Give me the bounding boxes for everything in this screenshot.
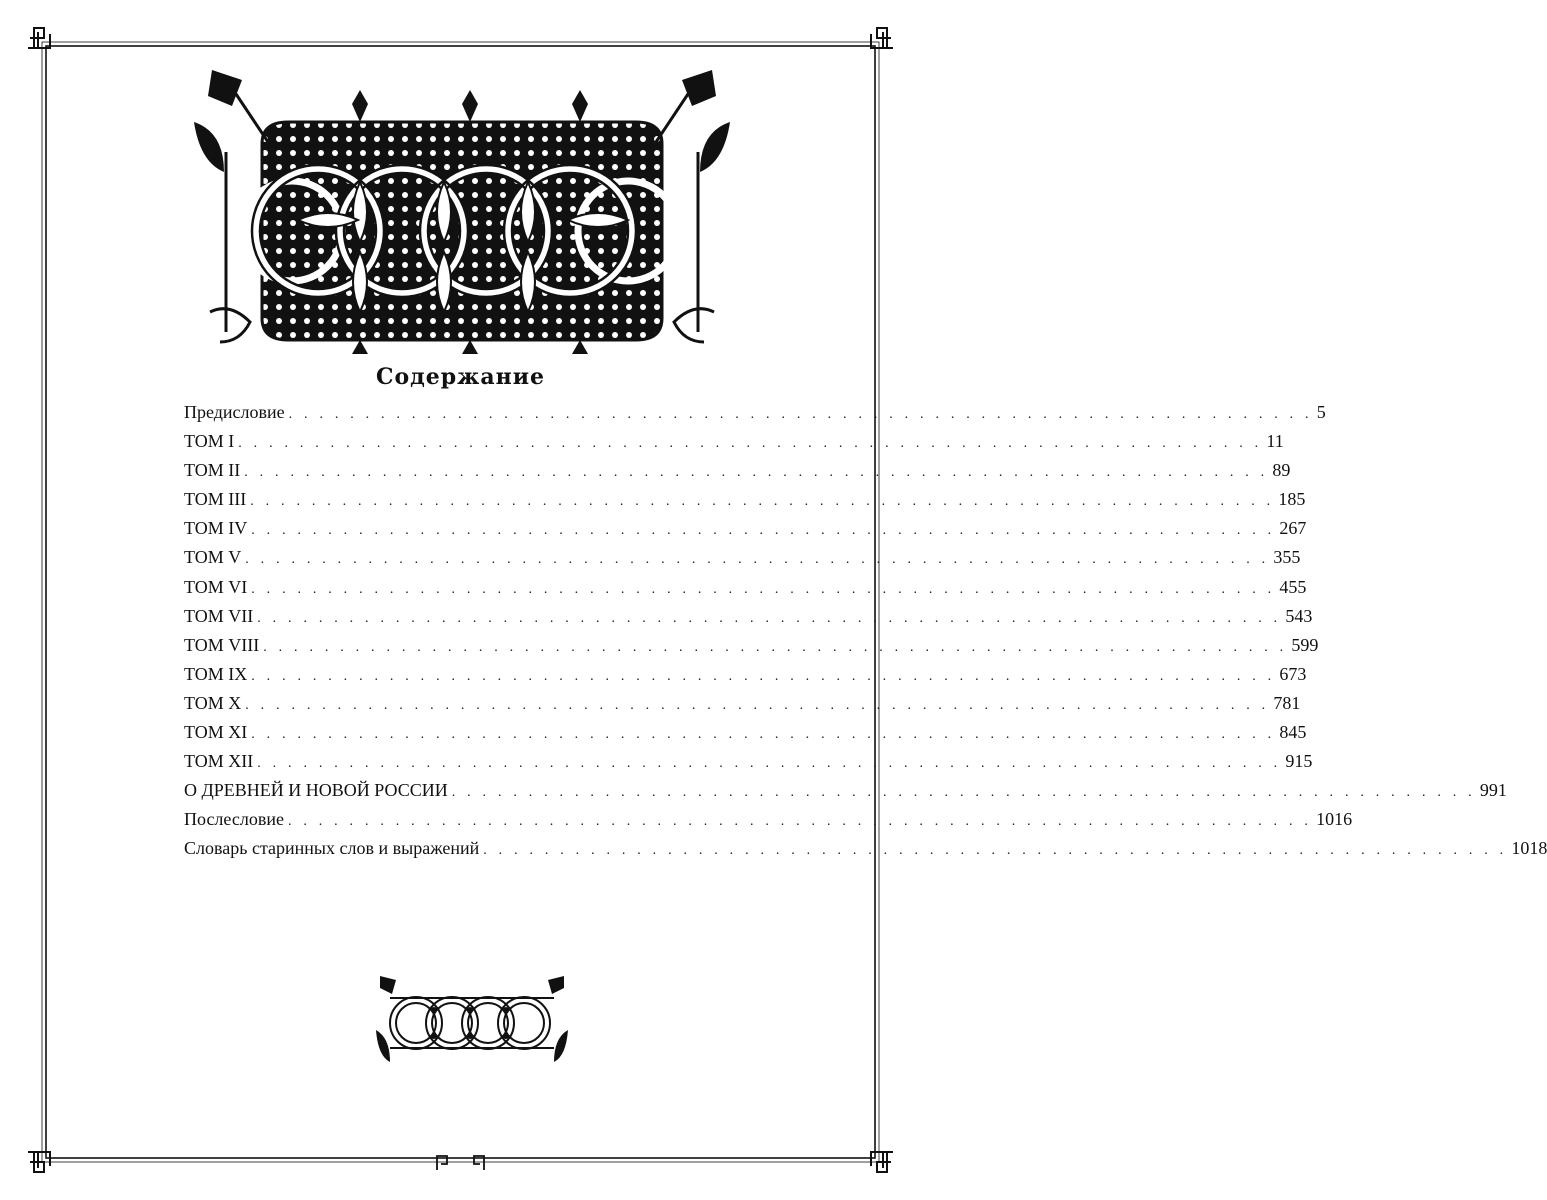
page-title: Содержание bbox=[375, 364, 546, 390]
toc-page-number: 599 bbox=[1291, 634, 1319, 655]
table-of-contents bbox=[184, 398, 1547, 864]
toc-entry-label: ТОМ III bbox=[184, 489, 247, 510]
toc-leader-dots: . . . . . . . . . . . . . . . . . . . . . . . . . . . . . . . . . . . . . . . . . . . . . . . . . . . . . . . . . . . . . . . . . . . bbox=[244, 465, 1269, 481]
toc-entry-label: Предисловие bbox=[184, 402, 285, 422]
corner-knot-icon bbox=[871, 28, 893, 48]
toc-entry-label: Словарь старинных слов и выражений bbox=[184, 838, 480, 859]
toc-page-number: 455 bbox=[1279, 576, 1307, 597]
toc-entry-label: ТОМ XII bbox=[184, 751, 254, 772]
celtic-knot-header-ornament bbox=[188, 62, 736, 362]
toc-page-number: 267 bbox=[1279, 518, 1307, 539]
toc-entry[interactable] bbox=[184, 747, 1313, 776]
toc-page-number: 1016 bbox=[1316, 809, 1353, 830]
corner-knot-icon bbox=[28, 28, 50, 48]
toc-entry[interactable] bbox=[184, 689, 1301, 718]
toc-entry[interactable] bbox=[184, 805, 1353, 834]
toc-entry[interactable] bbox=[184, 398, 1326, 427]
toc-page-number: 845 bbox=[1279, 722, 1307, 743]
toc-page-number: 355 bbox=[1273, 547, 1301, 568]
toc-leader-dots: . . . . . . . . . . . . . . . . . . . . . . . . . . . . . . . . . . . . . . . . . . . . . . . . . . . . . . . . . . . . . . . . . . . bbox=[245, 697, 1270, 713]
toc-entry[interactable] bbox=[184, 602, 1313, 631]
toc-entry-label: ТОМ X bbox=[184, 692, 242, 713]
toc-leader-dots: . . . . . . . . . . . . . . . . . . . . . . . . . . . . . . . . . . . . . . . . . . . . . . . . . . . . . . . . . . . . . . . . . . . bbox=[251, 581, 1276, 597]
toc-page-number: 673 bbox=[1279, 663, 1307, 684]
toc-page-number: 915 bbox=[1285, 751, 1313, 772]
toc-entry-label: ТОМ VI bbox=[184, 576, 248, 597]
toc-leader-dots: . . . . . . . . . . . . . . . . . . . . . . . . . . . . . . . . . . . . . . . . . . . . . . . . . . . . . . . . . . . . . . . . . . . bbox=[288, 407, 1313, 422]
toc-entry-label: ТОМ I bbox=[184, 431, 235, 452]
toc-entry-label: ТОМ VIII bbox=[184, 634, 260, 655]
toc-page-number: 185 bbox=[1278, 489, 1306, 510]
toc-leader-dots: . . . . . . . . . . . . . . . . . . . . . . . . . . . . . . . . . . . . . . . . . . . . . . . . . . . . . . . . . . . . . . . . . . . bbox=[251, 668, 1276, 684]
toc-entry-label: ТОМ XI bbox=[184, 722, 248, 743]
toc-page-number: 1018 bbox=[1511, 838, 1547, 859]
toc-page-number: 543 bbox=[1285, 605, 1313, 626]
toc-leader-dots: . . . . . . . . . . . . . . . . . . . . . . . . . . . . . . . . . . . . . . . . . . . . . . . . . . . . . . . . . . . . . . . . . . . bbox=[251, 727, 1276, 743]
toc-leader-dots: . . . . . . . . . . . . . . . . . . . . . . . . . . . . . . . . . . . . . . . . . . . . . . . . . . . . . . . . . . . . . . . . . . . bbox=[257, 756, 1282, 772]
toc-leader-dots: . . . . . . . . . . . . . . . . . . . . . . . . . . . . . . . . . . . . . . . . . . . . . . . . . . . . . . . . . . . . . . . . . . . bbox=[257, 610, 1282, 626]
toc-entry[interactable] bbox=[184, 573, 1307, 602]
toc-entry[interactable] bbox=[184, 776, 1507, 805]
toc-leader-dots: . . . . . . . . . . . . . . . . . . . . . . . . . . . . . . . . . . . . . . . . . . . . . . . . . . . . . . . . . . . . . . . . . . . bbox=[263, 639, 1288, 655]
toc-entry-label: ТОМ II bbox=[184, 460, 241, 481]
toc-entry[interactable] bbox=[184, 427, 1284, 456]
toc-entry[interactable] bbox=[184, 718, 1307, 747]
toc-page-number: 5 bbox=[1316, 402, 1326, 422]
toc-entry[interactable] bbox=[184, 543, 1301, 572]
toc-leader-dots: . . . . . . . . . . . . . . . . . . . . . . . . . . . . . . . . . . . . . . . . . . . . . . . . . . . . . . . . . . . . . . . . . . . bbox=[245, 552, 1270, 568]
toc-entry[interactable] bbox=[184, 660, 1307, 689]
toc-entry-label: Послесловие bbox=[184, 809, 284, 830]
toc-leader-dots: . . . . . . . . . . . . . . . . . . . . . . . . . . . . . . . . . . . . . . . . . . . . . . . . . . . . . . . . . . . . . . . . . . . bbox=[483, 843, 1508, 859]
toc-entry-label: ТОМ V bbox=[184, 547, 242, 568]
toc-page-number: 781 bbox=[1273, 692, 1301, 713]
toc-entry-label: ТОМ VII bbox=[184, 605, 254, 626]
toc-entry-label: О ДРЕВНЕЙ И НОВОЙ РОССИИ bbox=[184, 780, 448, 801]
toc-entry[interactable] bbox=[184, 485, 1306, 514]
toc-leader-dots: . . . . . . . . . . . . . . . . . . . . . . . . . . . . . . . . . . . . . . . . . . . . . . . . . . . . . . . . . . . . . . . . . . . bbox=[250, 494, 1275, 510]
toc-entry-label: ТОМ IV bbox=[184, 518, 248, 539]
toc-leader-dots: . . . . . . . . . . . . . . . . . . . . . . . . . . . . . . . . . . . . . . . . . . . . . . . . . . . . . . . . . . . . . . . . . . . bbox=[287, 814, 1313, 830]
toc-entry[interactable] bbox=[184, 631, 1319, 660]
toc-leader-dots: . . . . . . . . . . . . . . . . . . . . . . . . . . . . . . . . . . . . . . . . . . . . . . . . . . . . . . . . . . . . . . . . . . . bbox=[451, 785, 1476, 801]
toc-page-number: 89 bbox=[1272, 460, 1291, 481]
toc-leader-dots: . . . . . . . . . . . . . . . . . . . . . . . . . . . . . . . . . . . . . . . . . . . . . . . . . . . . . . . . . . . . . . . . . . . bbox=[251, 523, 1276, 539]
toc-entry[interactable] bbox=[184, 514, 1307, 543]
toc-leader-dots: . . . . . . . . . . . . . . . . . . . . . . . . . . . . . . . . . . . . . . . . . . . . . . . . . . . . . . . . . . . . . . . . . . . bbox=[238, 436, 1263, 452]
celtic-knot-footer-ornament bbox=[372, 968, 572, 1078]
toc-page-number: 991 bbox=[1479, 780, 1507, 801]
toc-entry-label: ТОМ IX bbox=[184, 663, 248, 684]
toc-page-number: 11 bbox=[1266, 431, 1284, 452]
toc-entry[interactable] bbox=[184, 834, 1547, 863]
toc-entry[interactable] bbox=[184, 456, 1291, 485]
